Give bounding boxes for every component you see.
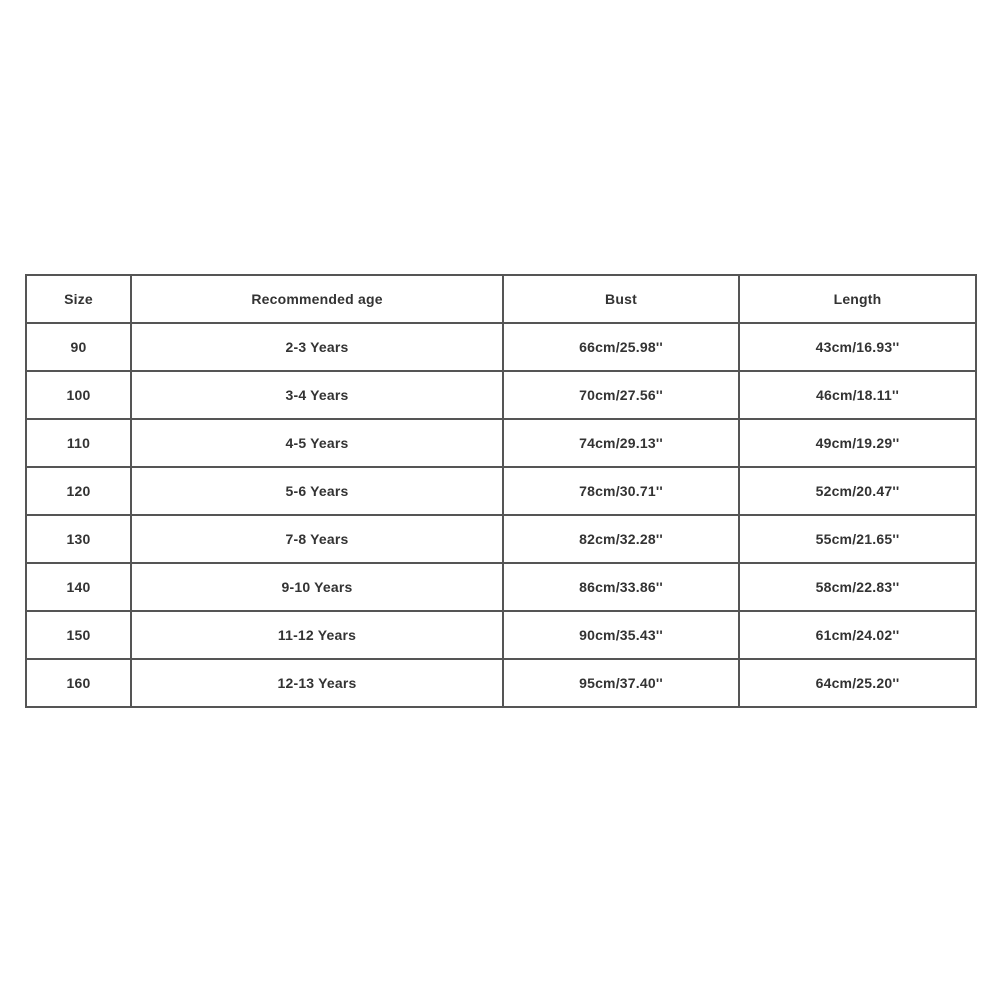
cell-bust: 74cm/29.13''	[503, 419, 739, 467]
cell-bust: 78cm/30.71''	[503, 467, 739, 515]
table-row	[26, 515, 976, 563]
cell-bust: 86cm/33.86''	[503, 563, 739, 611]
cell-size: 100	[26, 371, 131, 419]
cell-age: 9-10 Years	[131, 563, 503, 611]
table-row	[26, 611, 976, 659]
cell-size: 90	[26, 323, 131, 371]
cell-age: 12-13 Years	[131, 659, 503, 707]
cell-size: 130	[26, 515, 131, 563]
table-row	[26, 323, 976, 371]
cell-bust: 95cm/37.40''	[503, 659, 739, 707]
table-row	[26, 467, 976, 515]
cell-bust: 70cm/27.56''	[503, 371, 739, 419]
cell-age: 7-8 Years	[131, 515, 503, 563]
table-body	[26, 323, 976, 707]
cell-length: 55cm/21.65''	[739, 515, 976, 563]
table-row	[26, 371, 976, 419]
cell-length: 43cm/16.93''	[739, 323, 976, 371]
cell-age: 2-3 Years	[131, 323, 503, 371]
cell-length: 64cm/25.20''	[739, 659, 976, 707]
table-row	[26, 659, 976, 707]
table-row	[26, 563, 976, 611]
table-row	[26, 419, 976, 467]
cell-age: 3-4 Years	[131, 371, 503, 419]
header-row	[26, 275, 976, 323]
cell-size: 120	[26, 467, 131, 515]
cell-size: 140	[26, 563, 131, 611]
cell-bust: 82cm/32.28''	[503, 515, 739, 563]
cell-length: 49cm/19.29''	[739, 419, 976, 467]
header-bust: Bust	[503, 275, 739, 323]
cell-length: 58cm/22.83''	[739, 563, 976, 611]
cell-bust: 66cm/25.98''	[503, 323, 739, 371]
cell-age: 4-5 Years	[131, 419, 503, 467]
cell-length: 46cm/18.11''	[739, 371, 976, 419]
header-size: Size	[26, 275, 131, 323]
cell-bust: 90cm/35.43''	[503, 611, 739, 659]
cell-size: 160	[26, 659, 131, 707]
cell-age: 5-6 Years	[131, 467, 503, 515]
table-header	[26, 275, 976, 323]
cell-size: 110	[26, 419, 131, 467]
size-chart-table	[25, 274, 977, 708]
header-recommended-age: Recommended age	[131, 275, 503, 323]
cell-age: 11-12 Years	[131, 611, 503, 659]
header-length: Length	[739, 275, 976, 323]
cell-size: 150	[26, 611, 131, 659]
cell-length: 61cm/24.02''	[739, 611, 976, 659]
cell-length: 52cm/20.47''	[739, 467, 976, 515]
